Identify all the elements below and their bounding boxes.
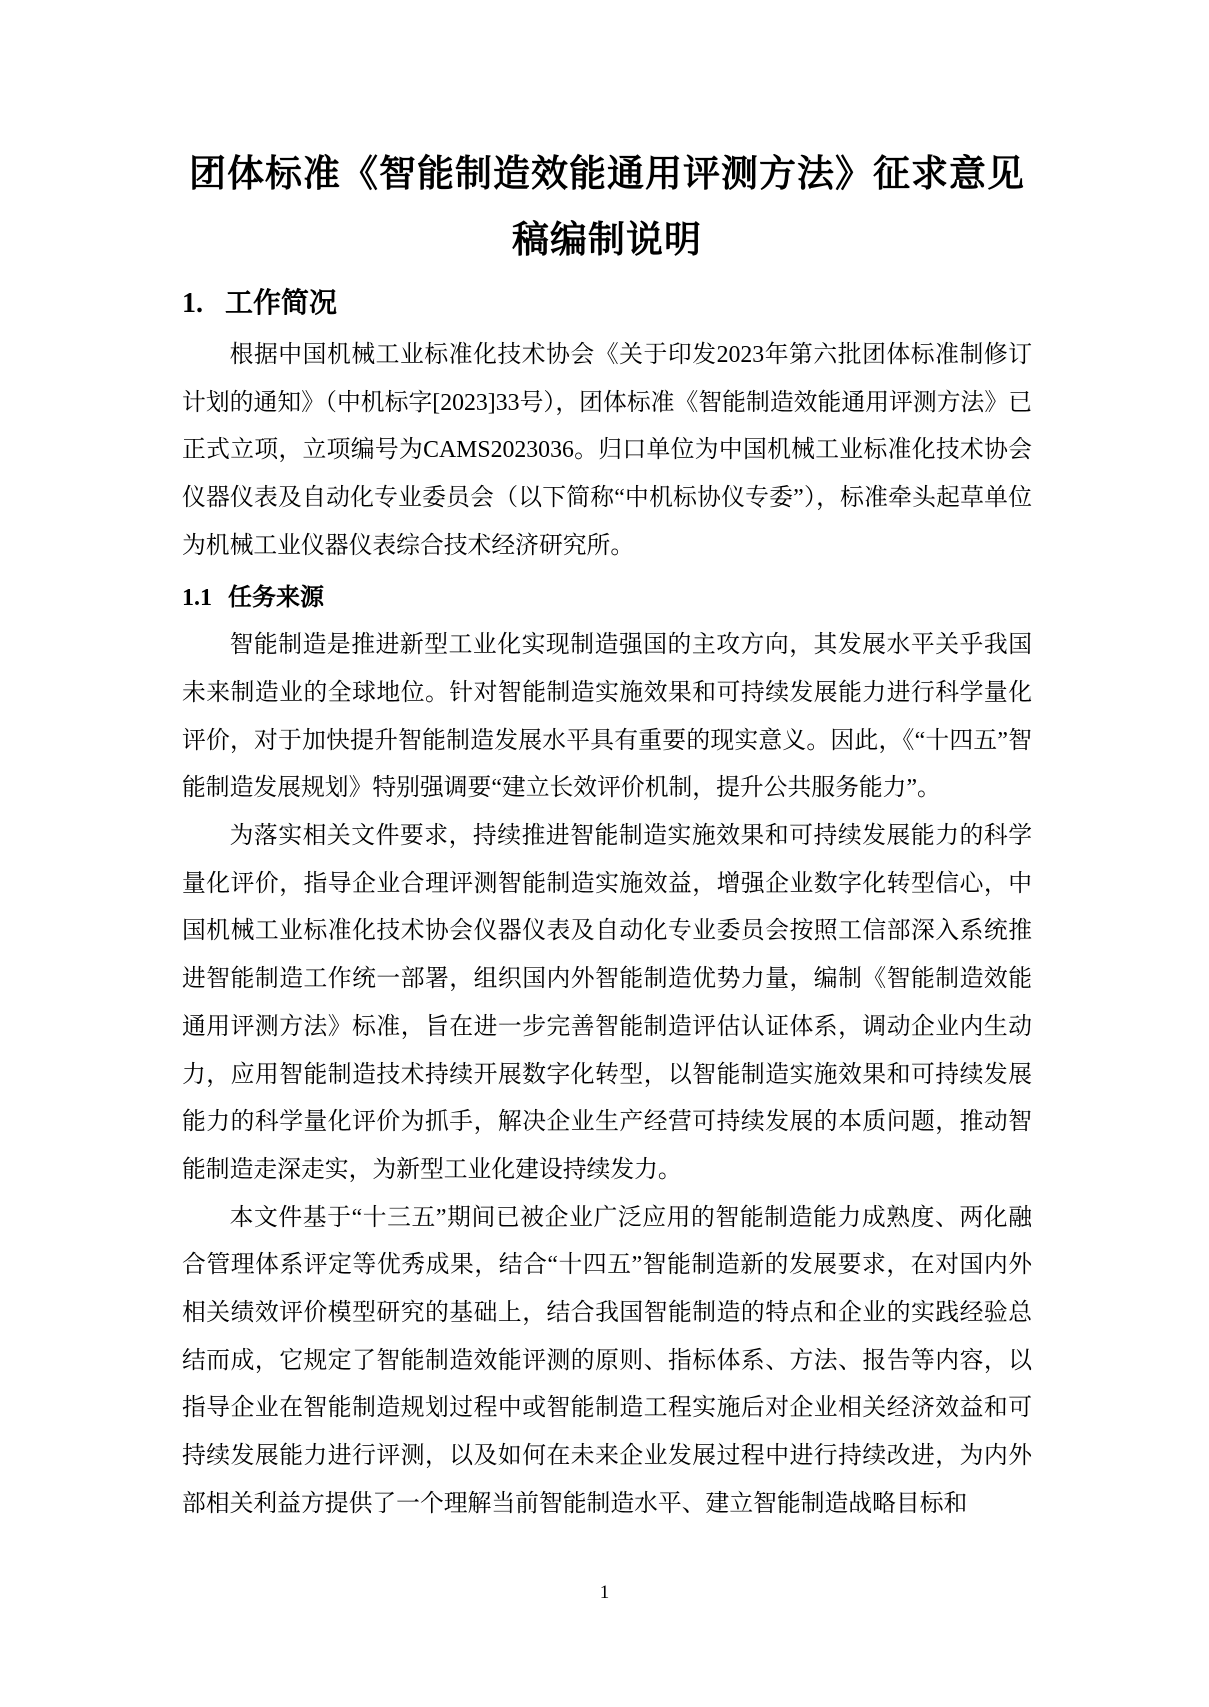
document-title-line2: 稿编制说明: [512, 219, 702, 260]
section-1-1-paragraph-2: 为落实相关文件要求，持续推进智能制造实施效果和可持续发展能力的科学量化评价，指导企业合理评测智能制造实施效益，增强企业数字化转型信心，中国机械工业标准化技术协会仪器仪表及自动化专业委员会按照工信部深入系统推进智能制造工作统一部署，组织国内外智能制造优势力量，编制《智能制造效能通用评测方法》标准，旨在进一步完善智能制造评估认证体系，调动企业内生动力，应用智能制造技术持续开展数字化转型，以智能制造实施效果和可持续发展能力的科学量化评价为抓手，解决企业生产经营可持续发展的本质问题，推动智能制造走深走实，为新型工业化建设持续发力。: [182, 823, 1032, 1183]
document-content: [182, 0, 1032, 1529]
section-1-label: 工作简况: [225, 287, 338, 318]
document-title: [182, 141, 1032, 273]
section-1-number: 1.: [182, 288, 203, 319]
section-1-1-label: 任务来源: [228, 583, 324, 611]
section-1-1-number: 1.1: [182, 584, 212, 611]
section-1-1-paragraph-1: 智能制造是推进新型工业化实现制造强国的主攻方向，其发展水平关乎我国未来制造业的全球地位。针对智能制造实施效果和可持续发展能力进行科学量化评价，对于加快提升智能制造发展水平具有重要的现实意义。因此，《“十四五”智能制造发展规划》特别强调要“建立长效评价机制，提升公共服务能力”。: [182, 632, 1032, 802]
page-number: 1: [599, 1582, 610, 1603]
section-1-paragraph-1: 根据中国机械工业标准化技术协会《关于印发2023年第六批团体标准制修订计划的通知》（中机标字[2023]33号），团体标准《智能制造效能通用评测方法》已正式立项，立项编号为CAMS2023036。归口单位为中国机械工业标准化技术协会仪器仪表及自动化专业委员会（以下简称“中机标协仪专委”），标准牵头起草单位为机械工业仪器仪表综合技术经济研究所。: [182, 342, 1032, 559]
document-title-line1: 团体标准《智能制造效能通用评测方法》征求意见: [189, 153, 1025, 194]
section-1-1-heading: [182, 574, 1032, 623]
section-1-1-paragraph-3: 本文件基于“十三五”期间已被企业广泛应用的智能制造能力成熟度、两化融合管理体系评定等优秀成果，结合“十四五”智能制造新的发展要求，在对国内外相关绩效评价模型研究的基础上，结合我国智能制造的特点和企业的实践经验总结而成，它规定了智能制造效能评测的原则、指标体系、方法、报告等内容，以指导企业在智能制造规划过程中或智能制造工程实施后对企业相关经济效益和可持续发展能力进行评测，以及如何在未来企业发展过程中进行持续改进，为内外部相关利益方提供了一个理解当前智能制造水平、建立智能制造战略目标和: [182, 1204, 1032, 1517]
section-1-heading: [182, 285, 1032, 322]
